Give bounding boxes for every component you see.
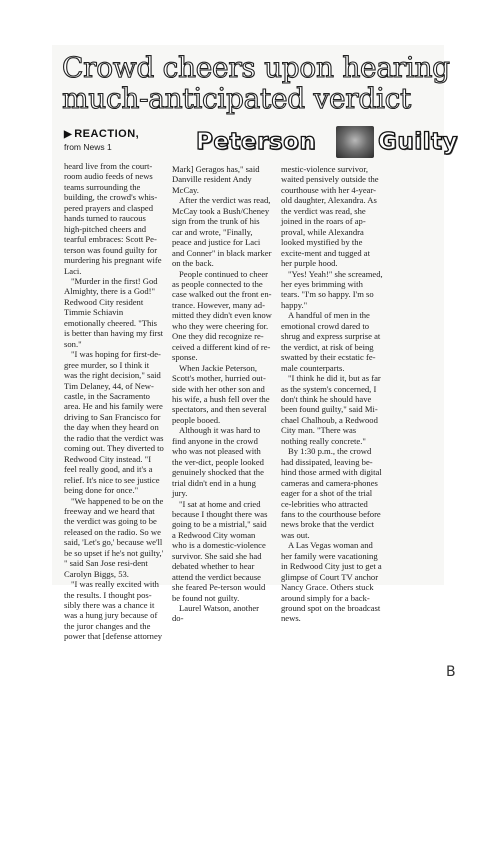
logo-word-guilty: Guilty <box>378 129 459 155</box>
paragraph: When Jackie Peterson, Scott's mother, hurried out-side with her other son and his wife, a hush fell over the spectators, and then several people booed. <box>172 362 270 425</box>
paragraph: "Murder in the first! God Almighty, there is a God!" Redwood City resident Timmie Schiavin emotionally cheered. "This is better than having my first son." <box>64 275 164 349</box>
story-logo <box>196 126 459 160</box>
arrow-icon: ▶ <box>64 129 73 140</box>
continuation-note: from News 1 <box>64 142 112 152</box>
section-kicker <box>64 128 139 140</box>
handwritten-page-mark: B <box>446 664 456 680</box>
paragraph: A Las Vegas woman and her family were vacationing in Redwood City just to get a glimpse of Court TV anchor Nancy Grace. Others stuck around simply for a back-ground spot on the broadcast news. <box>281 540 382 624</box>
paragraph: "I was really excited with the results. I thought pos-sibly there was a chance it was a hung jury because of the juror changes and the power that [defense attorney <box>64 579 163 642</box>
headline-line-2: much-anticipated verdict <box>62 82 411 115</box>
paragraph: A handful of men in the emotional crowd dared to shrug and express surprise at the verdict, at risk of being swatted by their ecstatic fe-male counterparts. <box>281 310 381 373</box>
portrait-photo <box>336 126 374 158</box>
kicker-text: REACTION, <box>74 128 140 140</box>
paragraph: By 1:30 p.m., the crowd had dissipated, leaving be-hind those armed with digital cameras and camera-phones eager for a shot of the trial ce-lebrities who attracted fans to the courthouse before news broke that the verdict was out. <box>281 446 382 540</box>
article-column-2 <box>172 164 272 624</box>
headline <box>62 51 450 115</box>
paragraph: "I think he did it, but as far as the system's concerned, I don't think he should have been found guilty," said Mi-chael Chalhoub, a Redwood City man. "There was nothing really concrete." <box>281 373 381 446</box>
paragraph: Mark] Geragos has," said Danville resident Andy McCay. <box>172 164 260 195</box>
paragraph: "We happened to be on the freeway and we heard that the verdict was going to be released on the radio. So we said, 'Let's go,' because we'll be so upset if he's not guilty,' " said San Jose resi-dent Carolyn Biggs, 53. <box>64 495 164 579</box>
paragraph: heard live from the court-room audio feeds of news teams surrounding the building, the crowd's whis-pered prayers and clasped hands turned to raucous high-pitched cheers and tearful embraces: Scott Pe-terson was found guilty for murdering his pregnant wife Laci. <box>64 161 162 276</box>
paragraph: "I was hoping for first-de-gree murder, so I think it was the right decision," said Tim Delaney, 44, of New-castle, in the Sacramento area. He and his family were driving to San Francisco for the day when they heard on the radio that the verdict was coming out. They diverted to Redwood City instead. "I feel really good, and it's a relief. It's nice to see justice being done for once." <box>64 349 164 496</box>
article-column-1 <box>64 161 164 642</box>
paragraph: "Yes! Yeah!" she screamed, her eyes brimming with tears. "I'm so happy. I'm so happy." <box>281 268 383 310</box>
article-column-3 <box>281 164 383 624</box>
headline-line-1: Crowd cheers upon hearing <box>62 51 450 84</box>
logo-word-peterson: Peterson <box>196 129 317 155</box>
paragraph: mestic-violence survivor, waited pensively outside the courthouse with her 4-year-old daughter, Alexandra. As the verdict was read, she joined in the roars of ap-proval, while Alexandra looked mystified by the excite-ment and tugged at her purple hood. <box>281 164 379 269</box>
paragraph: "I sat at home and cried because I thought there was going to be a mistrial," said a Redwood City woman who is a domestic-violence survivor. She said she had debated whether to hear attend the verdict because she feared Pe-terson would be found not guilty. <box>172 498 268 603</box>
paragraph: People continued to cheer as people connected to the case walked out the front en-trance. However, many ad-mitted they didn't even know who they were cheering for. One they did recognize re-ceived a different kind of re-sponse. <box>172 268 272 363</box>
paragraph: Although it was hard to find anyone in the crowd who was not pleased with the ver-dict, people looked genuinely shocked that the trial didn't end in a hung jury. <box>172 425 264 499</box>
paragraph: Laurel Watson, another do- <box>172 603 260 624</box>
paragraph: After the verdict was read, McCay took a Bush/Cheney sign from the trunk of his car and wrote, "Finally, peace and justice for Laci and Conner" in black marker on the back. <box>172 195 272 269</box>
